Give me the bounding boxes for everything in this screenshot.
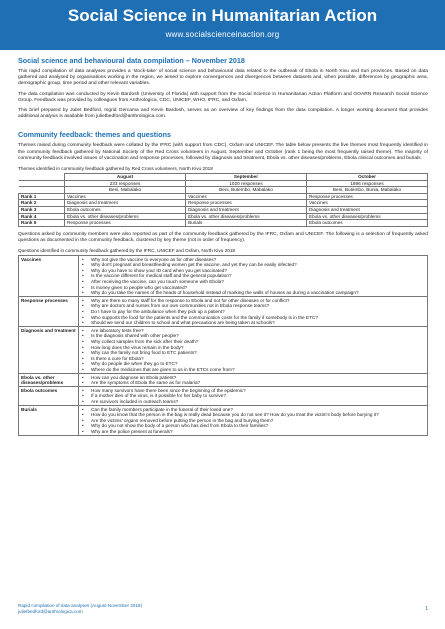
question-item: • Is the diagnosis shared with other people? — [81, 333, 425, 339]
rank-label: Rank 5 — [19, 220, 65, 227]
question-item: • Why do you take the names of the heads of household instead of marking the walls of houses as during a vaccination campaign? — [81, 290, 425, 296]
page-footer — [18, 603, 428, 614]
question-item: • Is the vaccine different for medical staff and the general population? — [81, 273, 425, 279]
themes-rank-table — [18, 173, 428, 227]
table-cell: Response processes — [186, 200, 307, 207]
section1-heading: Social science and behavioural data compilation – November 2018 — [18, 56, 245, 65]
table-cell: Response processes — [65, 220, 186, 227]
topic-label: Response processes — [19, 297, 79, 327]
column-areas: Beni, Butembo, Bunia, Mabalako — [307, 187, 428, 194]
intro-paragraph-1: This rapid compilation of data analyses provides a ‘stock-take’ of social science and behavioural data related to the outbreak of Ebola in North Kivu and Ituri provinces. Based on data gathered and analysed by organisations working in the region, we aimed to explore convergences and divergences between datasets and, when possible, differences by geographic area, demographic group, time period and other relevant variables. — [18, 69, 428, 87]
questions-paragraph: Questions asked by community members were also reported as part of the community feedback gathered by the IFRC, Oxfam and UNICEF. The following is a selection of frequently asked questions as documented in the community feedback, clustered by key theme (not in order of frequency). — [18, 231, 428, 243]
topic-label: Diagnosis and treatment — [19, 327, 79, 374]
table-row — [19, 327, 428, 374]
column-responses: 1020 responses — [186, 180, 307, 187]
table-row — [19, 387, 428, 406]
table-row — [19, 406, 428, 436]
question-item: • Why not give the vaccine to everyone as for other diseases? — [81, 257, 425, 263]
question-item: • Are survivors included in outreach teams? — [81, 399, 425, 405]
rank-label: Rank 1 — [19, 193, 65, 200]
column-areas: Beni, Butembo, Mabalako — [186, 187, 307, 194]
table-row — [19, 200, 428, 207]
column-responses: 1896 responses — [307, 180, 428, 187]
question-item: • How many survivors have there been since the beginning of the epidemic? — [81, 388, 425, 394]
question-item: • Are the victims' organs removed before putting the person in the bag and burying them? — [81, 418, 425, 424]
question-item: • Why are there so many staff for the response to Ebola and not for other diseases or for conflict? — [81, 298, 425, 304]
table-row — [19, 193, 428, 200]
rank-label: Rank 4 — [19, 213, 65, 220]
intro-paragraph-3: This brief prepared by Juliet Bedford, Ingrid Gercama and Kevin Bardosh, serves as an overview of key findings from the data compilation. A longer working document that provides additional analysis is available from julietbedford@anthrologica.com. — [18, 108, 428, 120]
rank-label: Rank 2 — [19, 200, 65, 207]
table-row — [19, 213, 428, 220]
footer-email[interactable]: julietbedford@anthrologica.com — [18, 608, 83, 614]
question-item: • Why do people die when they go to ETC? — [81, 361, 425, 367]
question-item: • Do I have to pay for the ambulance when they pick up a patient? — [81, 309, 425, 315]
table-cell: Burials — [186, 220, 307, 227]
site-url[interactable]: www.socialscienceinaction.org — [165, 30, 280, 39]
topic-label: Vaccines — [19, 256, 79, 297]
question-item: • How long does the virus remain in the body? — [81, 345, 425, 351]
table-row — [19, 374, 428, 387]
question-item: • Is there a cure for Ebola? — [81, 356, 425, 362]
question-item: • Are laboratory tests free? — [81, 328, 425, 334]
question-item: • Is money given to people who get vaccinated? — [81, 285, 425, 291]
intro-paragraph-2: The data compilation was conducted by Kevin Bardosh (University of Florida) with support from the Social Science in Humanitarian Action Platform and GOARN Research Social Science Group. Feedback was provided by colleagues from Anthrologica, CDC, UNICEF, WHO, IFRC, and Oxfam. — [18, 91, 428, 103]
table-cell: Vaccines — [65, 193, 186, 200]
table-cell: Diagnosis and treatment — [307, 207, 428, 214]
table-row — [19, 220, 428, 227]
rank-label: Rank 3 — [19, 207, 65, 214]
main-content — [18, 56, 428, 436]
question-item: • After receiving the vaccine, can you touch someone with Ebola? — [81, 279, 425, 285]
table-cell: Response processes — [307, 193, 428, 200]
question-item: • Why do you not show the body of a person who has died from Ebola to their families? — [81, 423, 425, 429]
table-cell: Ebola vs. other diseases/problems — [307, 213, 428, 220]
table-cell: Ebola outcomes — [65, 207, 186, 214]
column-month: September — [186, 174, 307, 181]
header-banner — [0, 0, 445, 50]
question-item: • How do you know that the person in the bag is really dead because you do not see it? How do you treat the victim's body before burying it? — [81, 412, 425, 418]
question-item: • Why don't pregnant and breastfeeding women get the vaccine, and yet they can be easily infected? — [81, 262, 425, 268]
question-item: • Can the family members participate in the funeral of their loved one? — [81, 407, 425, 413]
questions-table — [18, 255, 428, 436]
column-month: October — [307, 174, 428, 181]
table-cell: Ebola vs. other diseases/problems — [65, 213, 186, 220]
page-number: 1 — [425, 606, 428, 612]
question-item: • Should we send our children to school and what precautions are being taken at schools? — [81, 320, 425, 326]
topic-label: Ebola outcomes — [19, 387, 79, 406]
question-item: • Why are doctors and nurses from our own communities not in Ebola response teams? — [81, 303, 425, 309]
question-item: • If a mother dies of the virus, is it possible for her baby to survive? — [81, 393, 425, 399]
question-item: • Are the symptoms of Ebola the same as for malaria? — [81, 380, 425, 386]
table-cell: Diagnosis and treatment — [186, 207, 307, 214]
questions-table-caption: Questions identified in community feedback gathered by the IFRC, UNICEF and Oxfam, North Kivu 2018 — [18, 248, 236, 254]
topic-label: Ebola vs. other diseases/problems — [19, 374, 79, 387]
site-title: Social Science in Humanitarian Action — [67, 6, 378, 25]
topic-label: Burials — [19, 406, 79, 436]
question-item: • Why are the police present at funerals? — [81, 429, 425, 435]
column-responses: 233 responses — [65, 180, 186, 187]
rank-table-caption: Themes identified in community feedback gathered by Red Cross volunteers, North Kivu 2018 — [18, 166, 213, 172]
question-item: • Who supports the food for the patients and the communication costs for the family if somebody is in the ETC? — [81, 315, 425, 321]
table-cell: Vaccines — [307, 200, 428, 207]
footer-title: Rapid compilation of data analyses (August-November 2018) — [18, 603, 143, 608]
question-item: • How can you diagnose an Ebola patient? — [81, 375, 425, 381]
column-areas: Beni, Mabalako — [65, 187, 186, 194]
table-row — [19, 256, 428, 297]
table-cell: Ebola vs. other diseases/problems — [186, 213, 307, 220]
question-item: • Where do the medicines that are given to us in the ETCs come from? — [81, 367, 425, 373]
table-row — [19, 297, 428, 327]
column-month: August — [65, 174, 186, 181]
table-cell: Ebola outcomes — [307, 220, 428, 227]
table-cell: Diagnosis and treatment — [65, 200, 186, 207]
section2-heading: Community feedback: themes and questions — [18, 130, 171, 140]
question-item: • Why do you have to show your ID card when you get vaccinated? — [81, 268, 425, 274]
table-row — [19, 207, 428, 214]
feedback-paragraph: Themes raised during community feedback were collated by the IFRC (with support from CDC), Oxfam and UNICEF. The table below presents the five themes most frequently identified in the community feedback gathered by National Society of the Red Cross volunteers in August, September and October (rank 1 being the most frequently raised theme). The majority of community feedback involved issues of vaccination and response processes, followed by diagnosis and treatment, Ebola vs. other diseases/problems, Ebola clinical outcomes and burials. — [18, 143, 428, 161]
question-item: • Why can the family not bring food to ETC patients? — [81, 350, 425, 356]
question-item: • Why collect samples from the sick after their death? — [81, 339, 425, 345]
table-cell: Vaccines — [186, 193, 307, 200]
